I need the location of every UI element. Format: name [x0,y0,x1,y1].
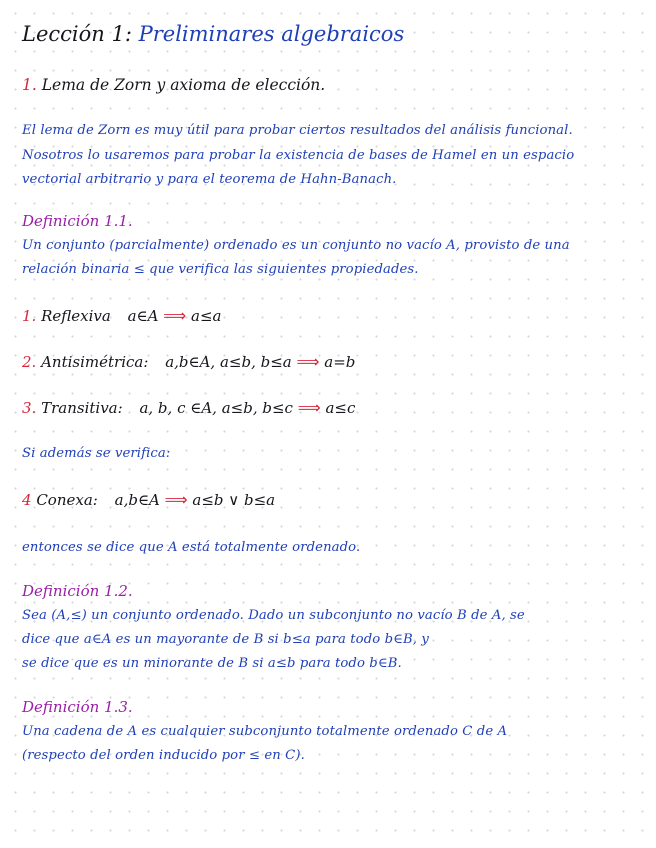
property-premise: a, b, c ∈A, a≤b, b≤c [139,399,293,417]
property-number: 4 [22,491,32,509]
property-number: 3. [22,399,37,417]
property-number: 1. [22,307,37,325]
implies-arrow: ⟹ [297,398,321,417]
property-reflexive [22,306,221,325]
implies-arrow: ⟹ [163,306,187,325]
definition-line: (respecto del orden inducido por ≤ en C). [22,748,305,763]
intro-line: vectorial arbitrario y para el teorema de Hahn-Banach. [22,172,397,187]
property-name: Transitiva: [41,399,123,417]
property-premise: a∈A [127,307,159,325]
section-heading [22,76,325,94]
implies-arrow: ⟹ [296,352,320,371]
property-premise: a,b∈A, a≤b, b≤a [165,353,292,371]
property-name: Conexa: [36,491,98,509]
lesson-number: Lección 1: [22,22,132,46]
section-title: Lema de Zorn y axioma de elección. [41,76,326,94]
implies-arrow: ⟹ [164,490,188,509]
definition-line: se dice que es un minorante de B si a≤b para todo b∈B. [22,656,402,671]
property-conclusion: a≤c [325,399,356,417]
property-conclusion: a≤b ∨ b≤a [192,491,276,509]
definition-line: dice que a∈A es un mayorante de B si b≤a para todo b∈B, y [22,632,429,647]
property-conclusion: a=b [324,353,356,371]
lesson-subtitle: Preliminares algebraicos [138,22,405,46]
totally-ordered-text: entonces se dice que A está totalmente ordenado. [22,540,361,555]
property-name: Antisimétrica: [41,353,149,371]
definition-heading: Definición 1.1. [22,212,133,230]
section-number: 1. [22,76,37,94]
property-antisymmetric [22,352,355,371]
lesson-title [22,22,404,46]
definition-line: Sea (A,≤) un conjunto ordenado. Dado un subconjunto no vacío B de A, se [22,608,525,623]
definition-heading: Definición 1.3. [22,698,133,716]
intro-line: El lema de Zorn es muy útil para probar ciertos resultados del análisis funcional. [22,123,573,138]
property-transitive [22,398,355,417]
definition-line: Una cadena de A es cualquier subconjunto totalmente ordenado C de A [22,724,508,739]
if-also-text: Si además se verifica: [22,446,171,461]
property-premise: a,b∈A [114,491,160,509]
definition-heading: Definición 1.2. [22,582,133,600]
property-conclusion: a≤a [191,307,222,325]
definition-line: Un conjunto (parcialmente) ordenado es un conjunto no vacío A, provisto de una [22,238,570,253]
intro-line: Nosotros lo usaremos para probar la existencia de bases de Hamel en un espacio [22,148,575,163]
definition-line: relación binaria ≤ que verifica las siguientes propiedades. [22,262,419,277]
property-name: Reflexiva [41,307,111,325]
property-number: 2. [22,353,37,371]
property-connex [22,490,275,509]
